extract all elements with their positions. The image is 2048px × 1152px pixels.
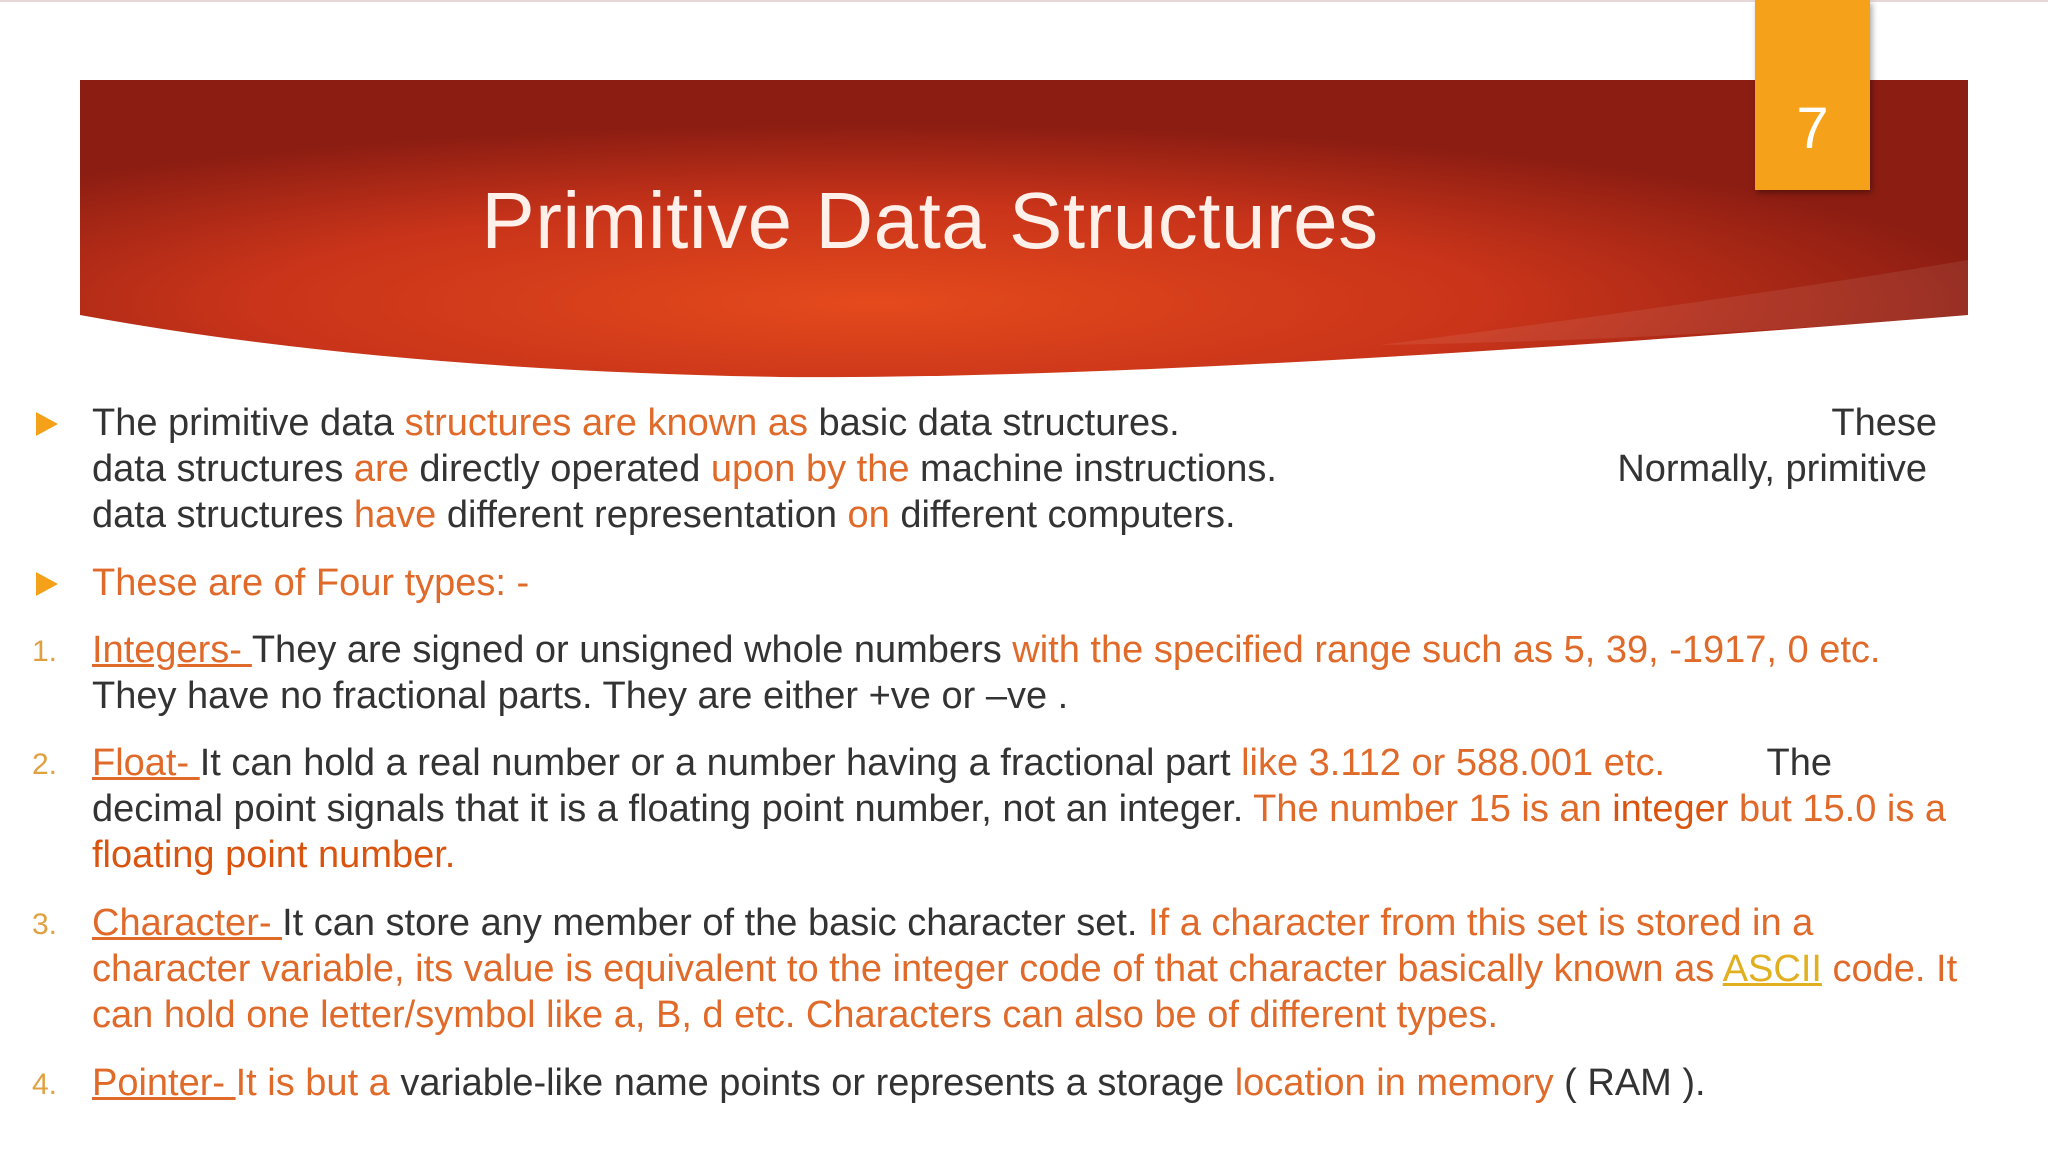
bullet-arrow-icon <box>36 572 58 596</box>
ascii-link[interactable]: ASCII <box>1722 948 1822 990</box>
term-float: Float- <box>92 742 200 784</box>
intro-text: . <box>1169 402 1180 444</box>
list-item-float <box>92 740 2002 878</box>
slide-number: 7 <box>1796 96 1829 161</box>
term-pointer: Pointer- <box>92 1062 236 1104</box>
item-text: It can hold a real number or a number having a fractional part <box>199 742 1242 784</box>
intro-text: These <box>1831 402 1937 444</box>
list-item-line: floating point number. <box>92 834 456 876</box>
item-text: variable-like name points or represents a storage <box>389 1062 1235 1104</box>
types-heading: These are of Four types: - <box>92 562 530 604</box>
item-highlight: code. It <box>1821 948 1958 990</box>
item-highlight: like 3.112 or 588.001 etc. <box>1241 742 1665 784</box>
intro-text: Normally, primitive <box>1617 448 1927 490</box>
intro-text: . <box>1224 494 1236 536</box>
intro-text: data structures <box>92 494 354 536</box>
list-item-line <box>92 740 1832 786</box>
list-item-pointer <box>92 1060 2002 1106</box>
intro-text: machine instructions. <box>909 448 1277 490</box>
intro-highlight: structures are known as <box>404 402 808 444</box>
list-number: 3. <box>32 908 58 941</box>
slide-title: Primitive Data Structures <box>481 176 1379 265</box>
list-item-line <box>92 900 2002 946</box>
bullet-arrow-icon <box>36 412 58 436</box>
item-highlight: location in memory <box>1234 1062 1554 1104</box>
item-text: decimal point signals that it is a floating point number, not an integer. <box>92 788 1254 830</box>
item-text: The <box>1766 742 1832 784</box>
list-item-line <box>92 627 2002 673</box>
intro-line-1 <box>92 400 1937 446</box>
intro-text: data structures <box>92 448 354 490</box>
list-item-line: can hold one letter/symbol like a, B, d etc. Characters can also be of different types. <box>92 994 1499 1036</box>
item-highlight: but 15.0 is a <box>1728 788 1947 830</box>
list-number: 2. <box>32 748 58 781</box>
term-character: Character- <box>92 902 283 944</box>
list-item-line <box>92 946 2002 992</box>
intro-highlight: on <box>847 494 890 536</box>
intro-text: directly operated <box>408 448 711 490</box>
list-item-integers <box>92 627 2002 719</box>
item-text: They are signed or unsigned whole numbers <box>251 629 1013 671</box>
intro-highlight: upon by the <box>710 448 910 490</box>
item-highlight: with the specified range such as 5, 39, -1917, 0 etc. <box>1012 629 1881 671</box>
list-item-line <box>92 786 2002 832</box>
item-text: . <box>1126 902 1149 944</box>
list-item-line: They have no fractional parts. They are either +ve or –ve . <box>92 675 1069 717</box>
item-highlight: The number 15 is an <box>1253 788 1613 830</box>
top-divider <box>0 0 2048 2</box>
term-integers: Integers- <box>92 629 252 671</box>
item-highlight: If a character from this set is stored in a <box>1148 902 1814 944</box>
list-item-line <box>92 1060 2002 1106</box>
intro-line-2 <box>92 446 1937 492</box>
list-number: 1. <box>32 635 58 668</box>
intro-text: different computers <box>889 494 1225 536</box>
intro-highlight: have <box>353 494 437 536</box>
item-highlight: integer <box>1612 788 1729 830</box>
list-number: 4. <box>32 1068 58 1101</box>
slide-number-badge <box>1755 0 1870 190</box>
item-text: It can store any member of the basic character set <box>282 902 1127 944</box>
item-highlight: character variable, its value is equivalent to the integer code of that character basically known as <box>92 948 1723 990</box>
item-highlight: It is but a <box>235 1062 390 1104</box>
intro-line-3 <box>92 492 1937 538</box>
item-text: ( RAM ). <box>1553 1062 1706 1104</box>
intro-text: basic data structures <box>807 402 1170 444</box>
intro-text: The primitive data <box>92 402 405 444</box>
list-item-character <box>92 900 2002 1038</box>
intro-paragraph <box>92 400 1937 538</box>
intro-text: different representation <box>436 494 848 536</box>
intro-highlight: are <box>353 448 409 490</box>
